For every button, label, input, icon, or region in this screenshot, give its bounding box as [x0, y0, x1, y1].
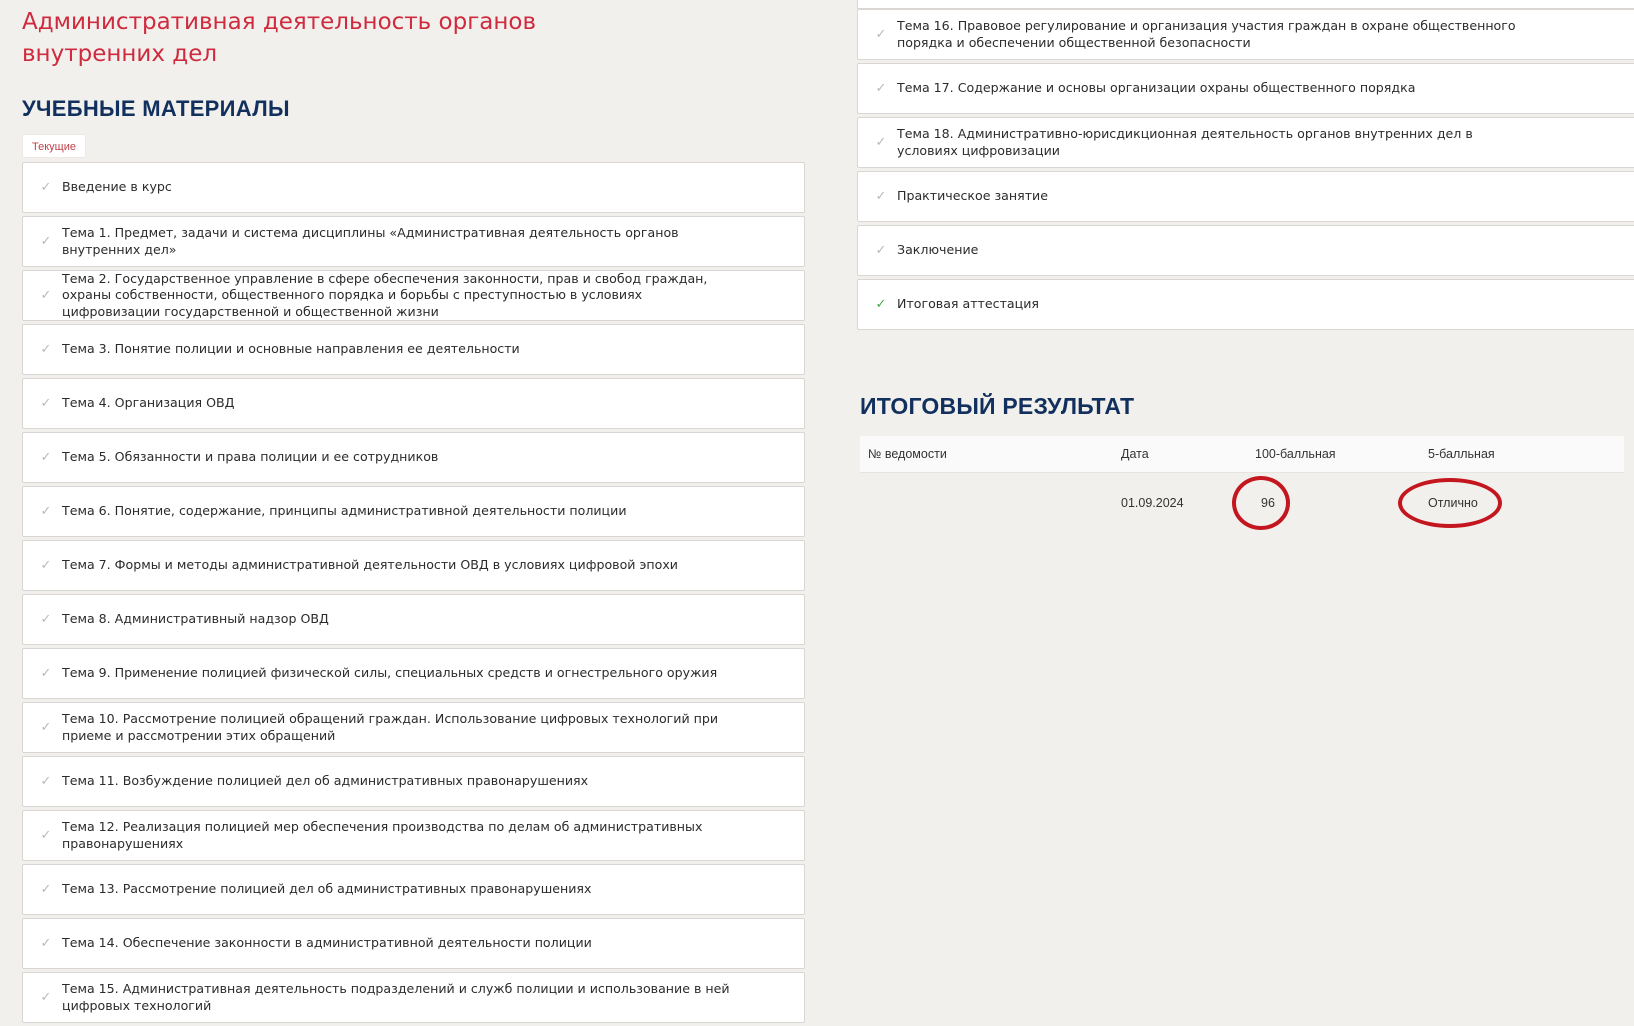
page-title: Административная деятельность органов внутренних дел [22, 9, 537, 67]
list-item-label: Тема 9. Применение полицией физической силы, специальных средств и огнестрельного оружия [62, 665, 718, 681]
check-icon: ✓ [40, 341, 52, 357]
list-item-label: Тема 16. Правовое регулирование и организация участия граждан в охране общественного порядка и обеспечении общественной безопасности [897, 18, 1516, 50]
list-item[interactable] [22, 270, 805, 321]
list-item-label: Тема 5. Обязанности и права полиции и ее сотрудников [62, 449, 439, 465]
list-item-label: Тема 17. Содержание и основы организации охраны общественного порядка [897, 80, 1416, 96]
materials-list-continued [857, 9, 1634, 330]
list-item[interactable] [857, 9, 1634, 60]
list-item[interactable] [857, 279, 1634, 330]
list-item-label: Тема 7. Формы и методы административной деятельности ОВД в условиях цифровой эпохи [62, 557, 678, 573]
check-icon: ✓ [875, 134, 887, 150]
list-item-label: Тема 11. Возбуждение полицией дел об административных правонарушениях [62, 773, 589, 789]
right-column [857, 0, 1634, 333]
check-icon: ✓ [40, 287, 52, 303]
score-100: 96 [1261, 496, 1275, 510]
header-date: Дата [1121, 447, 1149, 461]
list-item-label: Тема 4. Организация ОВД [62, 395, 235, 411]
list-item-label: Тема 8. Административный надзор ОВД [62, 611, 329, 627]
list-item-label: Введение в курс [62, 179, 172, 195]
list-item-label: Практическое занятие [897, 188, 1048, 204]
annotation-circle [1232, 476, 1290, 530]
result-table-header [860, 436, 1624, 473]
list-item-label: Итоговая аттестация [897, 296, 1039, 312]
list-item[interactable] [22, 486, 805, 537]
score-5: Отлично [1428, 496, 1478, 510]
list-item-label: Тема 1. Предмет, задачи и система дисциплины «Административная деятельность органов внутренних дел» [62, 225, 679, 257]
check-icon: ✓ [40, 611, 52, 627]
list-item[interactable] [22, 918, 805, 969]
list-item[interactable] [22, 378, 805, 429]
list-item[interactable] [22, 864, 805, 915]
tab-current[interactable]: Текущие [22, 134, 86, 158]
check-icon: ✓ [40, 719, 52, 735]
check-icon: ✓ [40, 233, 52, 249]
list-item-label: Тема 2. Государственное управление в сфере обеспечения законности, прав и свобод граждан, охраны собственности, общественного порядка и борьбы с преступностью в условиях цифровизации государственной и общественной жизни [62, 270, 708, 319]
result-title: ИТОГОВЫЙ РЕЗУЛЬТАТ [860, 393, 1135, 419]
check-icon: ✓ [40, 557, 52, 573]
list-item[interactable] [22, 810, 805, 861]
header-score-5: 5-балльная [1428, 447, 1495, 461]
list-item[interactable] [22, 756, 805, 807]
header-score-100: 100-балльная [1255, 447, 1336, 461]
check-icon: ✓ [40, 773, 52, 789]
list-item[interactable] [22, 702, 805, 753]
check-icon: ✓ [40, 503, 52, 519]
result-table [860, 436, 1624, 533]
annotation-circle [1398, 478, 1502, 528]
score-5-wrapper [1428, 496, 1478, 510]
score-5-cell [1428, 496, 1624, 510]
list-item-label: Заключение [897, 242, 979, 258]
list-item[interactable] [857, 63, 1634, 114]
header-statement-no: № ведомости [868, 447, 947, 461]
check-icon: ✓ [875, 296, 887, 312]
list-item-label: Тема 6. Понятие, содержание, принципы административной деятельности полиции [62, 503, 627, 519]
table-row [860, 473, 1624, 533]
check-icon: ✓ [40, 665, 52, 681]
check-icon: ✓ [875, 26, 887, 42]
score-100-wrapper [1261, 496, 1275, 510]
check-icon: ✓ [40, 179, 52, 195]
list-item[interactable] [22, 972, 805, 1023]
check-icon: ✓ [40, 881, 52, 897]
list-item[interactable] [22, 648, 805, 699]
materials-list [22, 162, 805, 1023]
list-item[interactable] [22, 324, 805, 375]
check-icon: ✓ [875, 242, 887, 258]
list-item-label: Тема 18. Административно-юрисдикционная деятельность органов внутренних дел в условиях цифровизации [897, 126, 1473, 158]
list-item[interactable] [857, 171, 1634, 222]
list-item[interactable] [22, 216, 805, 267]
list-item-label: Тема 15. Административная деятельность подразделений и служб полиции и использование в ней цифровых технологий [62, 981, 730, 1013]
check-icon: ✓ [40, 449, 52, 465]
check-icon: ✓ [40, 989, 52, 1005]
section-title: УЧЕБНЫЕ МАТЕРИАЛЫ [22, 96, 290, 121]
list-item[interactable] [22, 594, 805, 645]
list-item-label: Тема 13. Рассмотрение полицией дел об административных правонарушениях [62, 881, 592, 897]
list-item[interactable] [22, 432, 805, 483]
check-icon: ✓ [40, 827, 52, 843]
check-icon: ✓ [875, 188, 887, 204]
list-item-label: Тема 12. Реализация полицией мер обеспечения производства по делам об административных правонарушениях [62, 819, 703, 851]
list-item[interactable] [857, 225, 1634, 276]
list-item[interactable] [22, 162, 805, 213]
list-item[interactable] [857, 117, 1634, 168]
list-item[interactable] [22, 540, 805, 591]
list-item-label: Тема 3. Понятие полиции и основные направления ее деятельности [62, 341, 520, 357]
check-icon: ✓ [40, 395, 52, 411]
left-column [22, 0, 805, 1026]
result-date: 01.09.2024 [1121, 496, 1184, 510]
list-item-label: Тема 10. Рассмотрение полицией обращений граждан. Использование цифровых технологий при приеме и рассмотрении этих обращений [62, 711, 719, 743]
check-icon: ✓ [40, 935, 52, 951]
check-icon: ✓ [875, 80, 887, 96]
list-item-label: Тема 14. Обеспечение законности в административной деятельности полиции [62, 935, 592, 951]
